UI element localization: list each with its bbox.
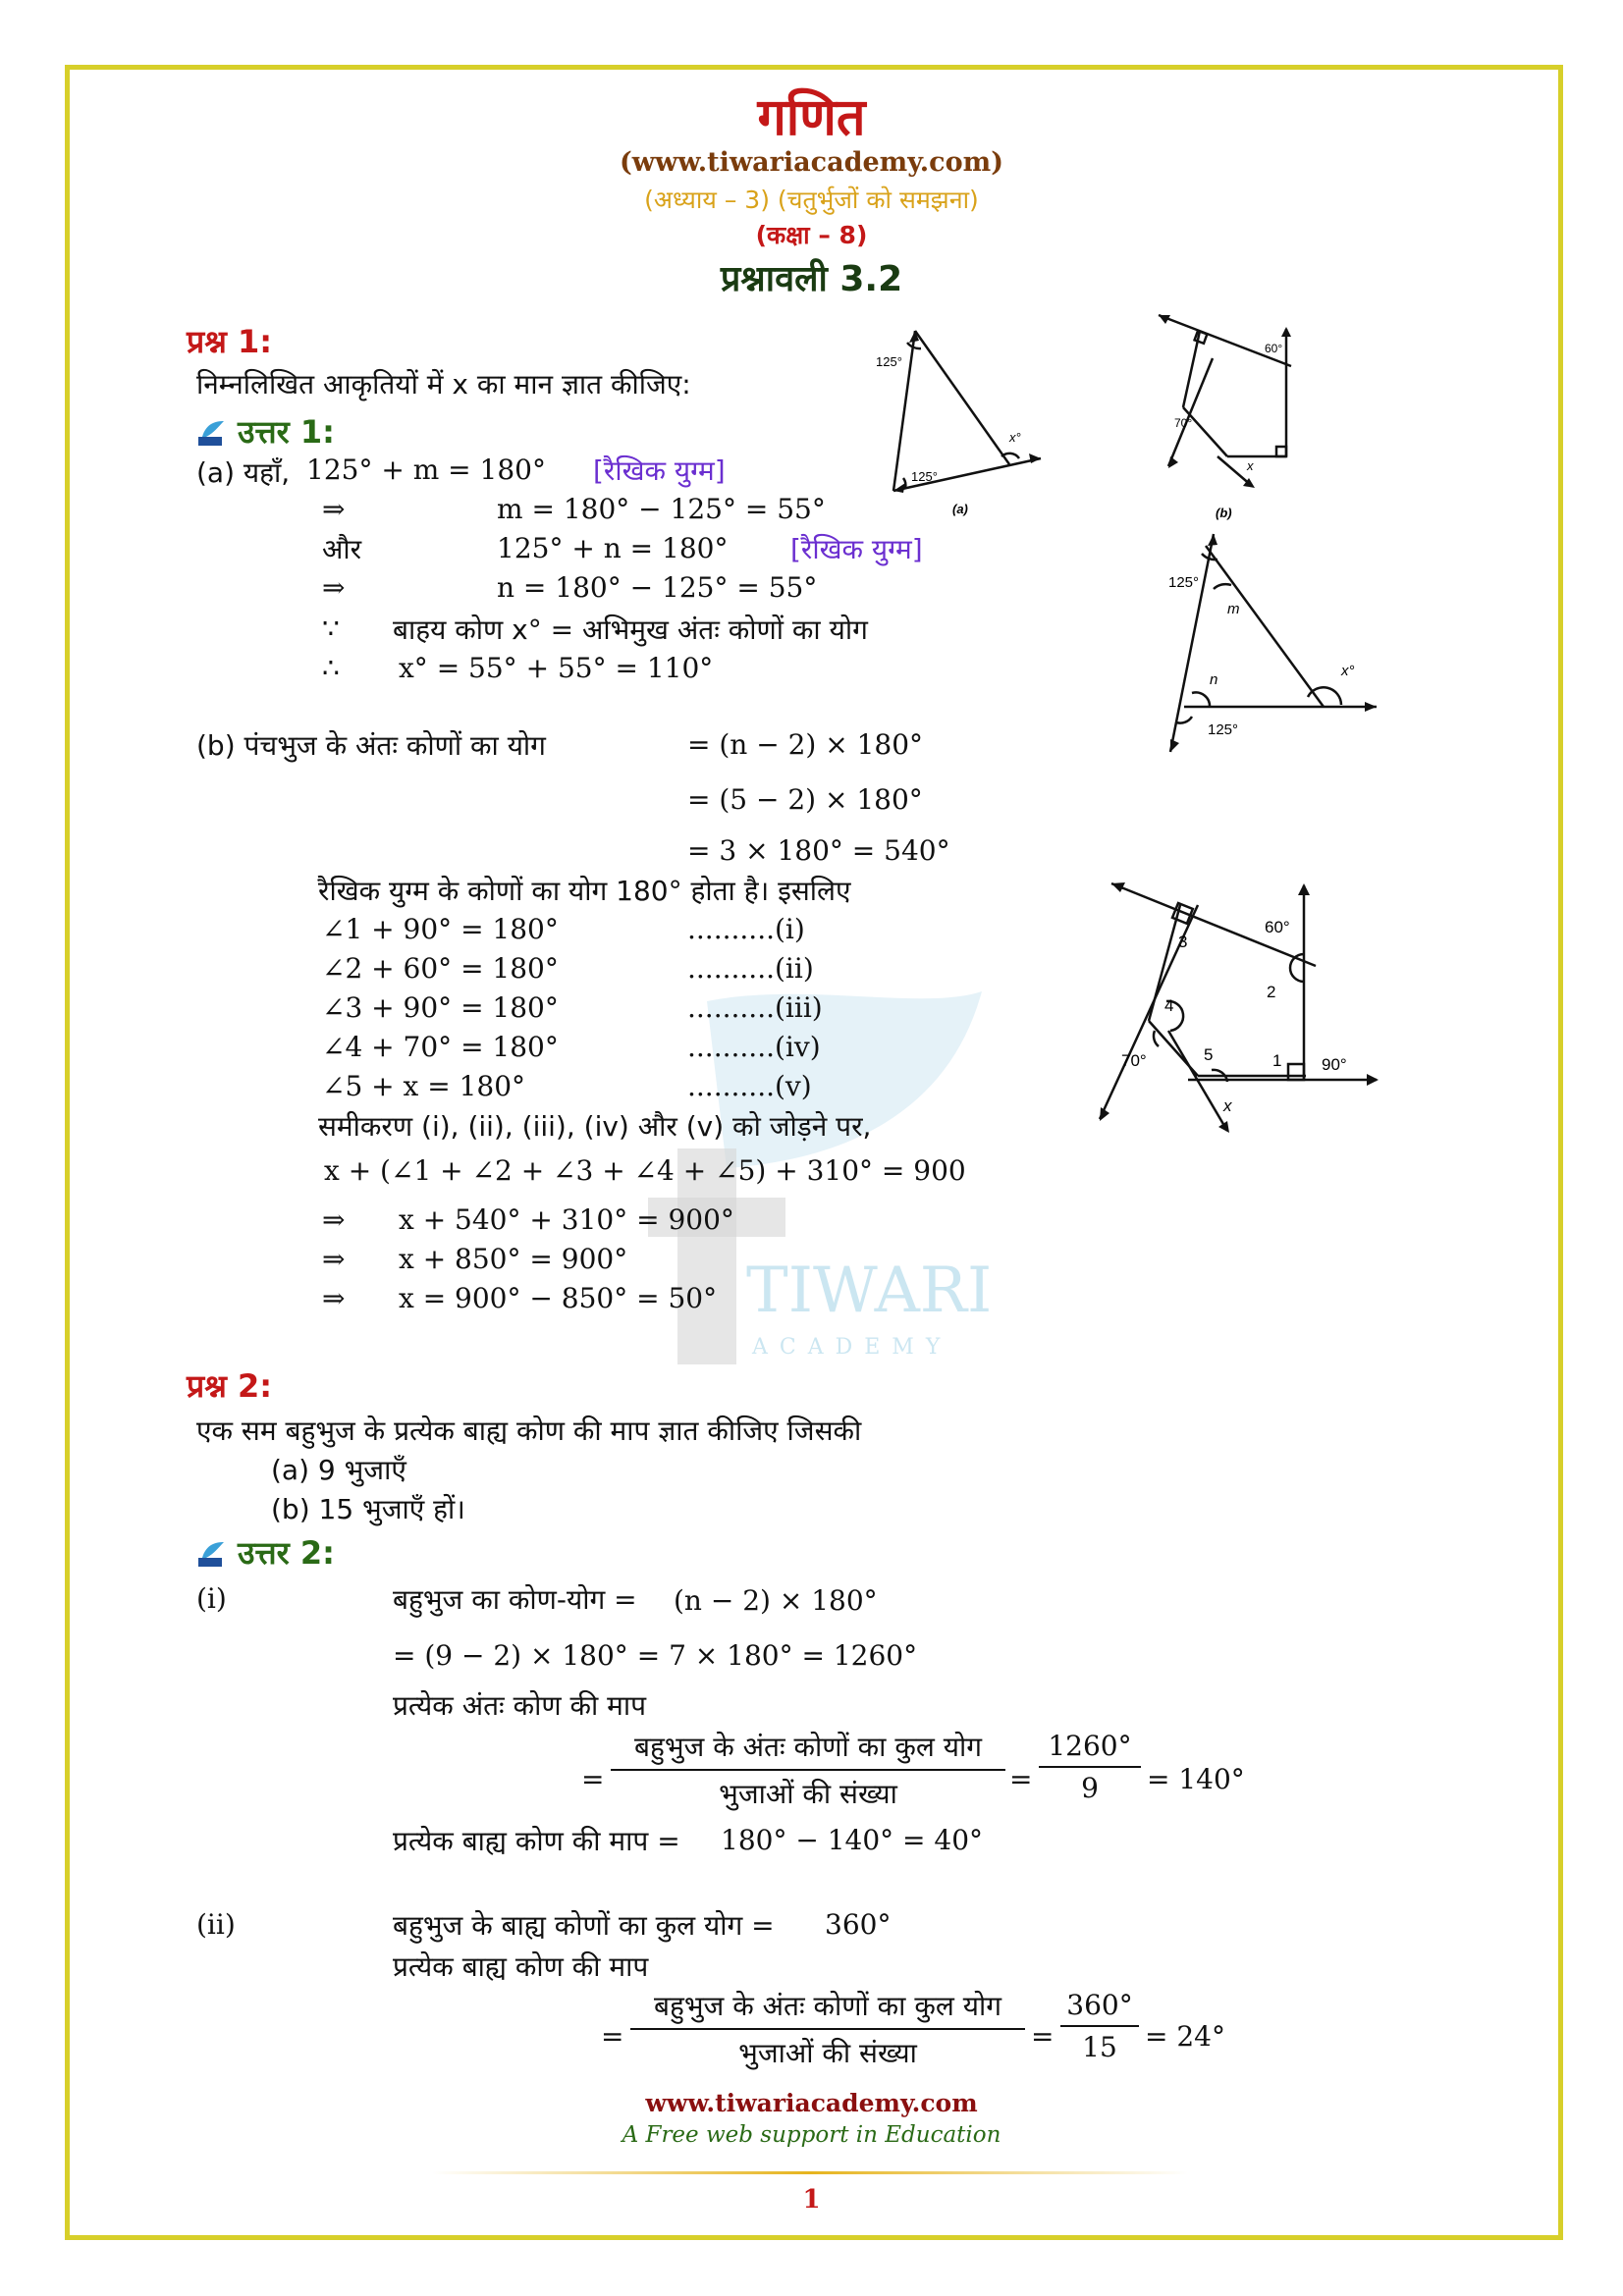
- fig-d-label-5: 5: [1204, 1045, 1214, 1064]
- sol-a-line1-label: (a) यहाँ,: [196, 456, 291, 489]
- sol-a-line2-math: m = 180° − 125° = 55°: [497, 493, 826, 525]
- answer-2-text: उत्तर 2:: [238, 1534, 335, 1572]
- answer-2-label: [196, 1531, 335, 1574]
- equation-1-ref: ..........(i): [687, 913, 805, 945]
- fig-a-label-125-bottom: 125°: [911, 469, 938, 484]
- sol2-ii-line2-text: प्रत्येक बाह्य कोण की माप: [393, 1950, 649, 1983]
- step-3-math: x = 900° − 850° = 50°: [399, 1282, 718, 1314]
- sol2-i-line1-text: बहुभुज का कोण-योग =: [393, 1583, 637, 1616]
- fig-b-label-70: 70°: [1174, 416, 1193, 430]
- fig-b-label-60: 60°: [1265, 342, 1283, 355]
- question-2-option-b: (b) 15 भुजाएँ हों।: [271, 1493, 465, 1525]
- class-label: (कक्षा – 8): [755, 221, 868, 249]
- sol-b-line2-math: = (5 − 2) × 180°: [687, 783, 923, 816]
- sol2-ii-numerator-2: 360°: [1066, 1989, 1133, 2021]
- fig-c-label-125-top: 125°: [1168, 574, 1200, 591]
- subject-title: गणित: [757, 88, 866, 147]
- equation-3-ref: ..........(iii): [687, 991, 823, 1024]
- sol2-ii-denominator: भुजाओं की संख्या: [738, 2037, 917, 2069]
- footer-website-link[interactable]: www.tiwariacademy.com: [645, 2089, 978, 2117]
- sol2-i-fraction-2: [1039, 1730, 1141, 1804]
- fig-b-caption: (b): [1216, 506, 1232, 520]
- linear-pair-tag-2: [रैखिक युग्म]: [790, 533, 923, 565]
- equation-2-ref: ..........(ii): [687, 952, 814, 985]
- fig-a-label-x: x°: [1009, 430, 1021, 445]
- question-2-text: एक सम बहुभुज के प्रत्येक बाह्य कोण की माप ज्ञात कीजिए जिसकी: [196, 1415, 862, 1447]
- fig-d-label-2: 2: [1267, 983, 1276, 1001]
- equation-5-ref: ..........(v): [687, 1070, 812, 1102]
- sol2-i-line1-math: (n − 2) × 180°: [674, 1584, 878, 1617]
- answer-1-label: [196, 410, 335, 453]
- sol-b-line1-text: (b) पंचभुज के अंतः कोणों का योग: [196, 729, 546, 762]
- sol2-i-line3-text: प्रत्येक अंतः कोण की माप: [393, 1689, 647, 1722]
- sol-a-line1-math: 125° + m = 180°: [306, 454, 546, 486]
- fig-a-label-125-top: 125°: [876, 354, 902, 369]
- sol2-ii-fraction-2: [1060, 1989, 1139, 2063]
- step-2-symbol: ⇒: [322, 1243, 346, 1275]
- sol-b-line1-math: = (n − 2) × 180°: [687, 728, 924, 761]
- sol2-ii-fraction: [630, 1987, 1025, 2071]
- sol2-ii-eq2: =: [1031, 2020, 1055, 2053]
- watermark-brand: TIWARI: [746, 1255, 993, 1327]
- sum-text: समीकरण (i), (ii), (iii), (iv) और (v) को जोड़ने पर,: [318, 1110, 872, 1143]
- page-number: 1: [802, 2185, 821, 2215]
- footer-divider: [432, 2171, 1188, 2174]
- sol2-i-eq2: =: [1009, 1763, 1033, 1795]
- sol-b-line3-math: = 3 × 180° = 540°: [687, 834, 950, 867]
- sol2-ii-denominator-2: 15: [1082, 2031, 1117, 2063]
- question-1-label: प्रश्न 1:: [187, 323, 273, 360]
- sol2-ii-eq1: =: [601, 2020, 624, 2053]
- pen-icon: [196, 419, 226, 449]
- sol2-ii-label: (ii): [196, 1908, 236, 1941]
- fig-d-label-3: 3: [1178, 933, 1188, 951]
- sol-a-line4-symbol: ⇒: [322, 571, 346, 604]
- sol2-i-line5-text: प्रत्येक बाह्य कोण की माप =: [393, 1825, 680, 1857]
- question-2-label: प्रश्न 2:: [187, 1367, 273, 1405]
- equation-3: ∠3 + 90° = 180°: [322, 991, 559, 1024]
- equation-5: ∠5 + x = 180°: [322, 1070, 526, 1102]
- linear-pair-tag-1: [रैखिक युग्म]: [593, 454, 726, 487]
- sol-a-line2-symbol: ⇒: [322, 493, 346, 525]
- fig-d-label-70: 70°: [1121, 1051, 1147, 1070]
- figure-c-triangle: [1149, 520, 1394, 766]
- header-website: (www.tiwariacademy.com): [620, 147, 1003, 178]
- sol2-i-line5-math: 180° − 140° = 40°: [721, 1824, 984, 1856]
- sol2-i-numerator: बहुभुज के अंतः कोणों का कुल योग: [634, 1731, 982, 1763]
- fig-d-label-4: 4: [1164, 996, 1174, 1015]
- figure-d-pentagon: [1090, 874, 1394, 1158]
- sol2-ii-line1-math: 360°: [825, 1908, 892, 1941]
- fig-d-label-x: x: [1223, 1096, 1232, 1115]
- sol-b-line4-text: रैखिक युग्म के कोणों का योग 180° होता है। इसलिए: [318, 875, 851, 907]
- sol-a-line5-symbol: ∵: [322, 613, 340, 645]
- fig-c-label-m: m: [1227, 601, 1240, 617]
- sol-a-line6-math: x° = 55° + 55° = 110°: [399, 652, 714, 684]
- step-1-math: x + 540° + 310° = 900°: [399, 1203, 734, 1236]
- sol2-i-result: = 140°: [1147, 1763, 1245, 1795]
- sol2-ii-numerator: बहुभुज के अंतः कोणों का कुल योग: [654, 1990, 1001, 2022]
- sol2-i-label: (i): [196, 1582, 227, 1615]
- sol2-i-fraction: [611, 1728, 1005, 1812]
- equation-4: ∠4 + 70° = 180°: [322, 1031, 559, 1063]
- pen-icon: [196, 1540, 226, 1570]
- sol-a-line5-text: बाहय कोण x° = अभिमुख अंतः कोणों का योग: [393, 614, 868, 646]
- answer-1-text: उत्तर 1:: [238, 413, 335, 451]
- sol2-i-line2-math: = (9 − 2) × 180° = 7 × 180° = 1260°: [393, 1639, 918, 1672]
- fig-d-label-60: 60°: [1265, 918, 1290, 936]
- fig-c-label-n: n: [1210, 671, 1218, 688]
- fig-a-caption: (a): [952, 502, 968, 516]
- exercise-title: प्रश्नावली 3.2: [720, 259, 903, 299]
- sol-a-line6-symbol: ∴: [322, 652, 340, 684]
- sol-a-line3-word: और: [322, 533, 362, 565]
- sol2-ii-result: = 24°: [1145, 2020, 1225, 2053]
- sol-a-line3-math: 125° + n = 180°: [497, 532, 729, 564]
- sol2-ii-line1-text: बहुभुज के बाह्य कोणों का कुल योग =: [393, 1909, 775, 1942]
- fig-c-label-125-bottom: 125°: [1208, 721, 1239, 738]
- watermark-sub: ACADEMY: [752, 1335, 952, 1360]
- sum-equation: x + (∠1 + ∠2 + ∠3 + ∠4 + ∠5) + 310° = 900: [324, 1154, 966, 1187]
- footer-tagline: A Free web support in Education: [622, 2122, 1001, 2148]
- sol2-i-eq1: =: [581, 1763, 605, 1795]
- question-2-option-a: (a) 9 भुजाएँ: [271, 1454, 406, 1486]
- sol2-i-numerator-2: 1260°: [1048, 1730, 1132, 1762]
- equation-4-ref: ..........(iv): [687, 1031, 821, 1063]
- figure-a-triangle: [864, 309, 1051, 520]
- sol2-i-denominator-2: 9: [1081, 1772, 1099, 1804]
- figure-b-pentagon: [1139, 309, 1316, 525]
- fig-d-label-90: 90°: [1322, 1055, 1347, 1074]
- chapter-title: (अध्याय – 3) (चतुर्भुजों को समझना): [644, 186, 979, 214]
- step-2-math: x + 850° = 900°: [399, 1243, 628, 1275]
- sol2-i-denominator: भुजाओं की संख्या: [719, 1778, 897, 1810]
- equation-1: ∠1 + 90° = 180°: [322, 913, 559, 945]
- fig-d-label-1: 1: [1272, 1051, 1282, 1070]
- fig-b-label-x: x: [1247, 458, 1254, 473]
- step-3-symbol: ⇒: [322, 1282, 346, 1314]
- fig-c-label-x: x°: [1341, 663, 1355, 679]
- sol-a-line4-math: n = 180° − 125° = 55°: [497, 571, 818, 604]
- step-1-symbol: ⇒: [322, 1203, 346, 1236]
- equation-2: ∠2 + 60° = 180°: [322, 952, 559, 985]
- question-1-text: निम्नलिखित आकृतियों में x का मान ज्ञात कीजिए:: [196, 368, 691, 400]
